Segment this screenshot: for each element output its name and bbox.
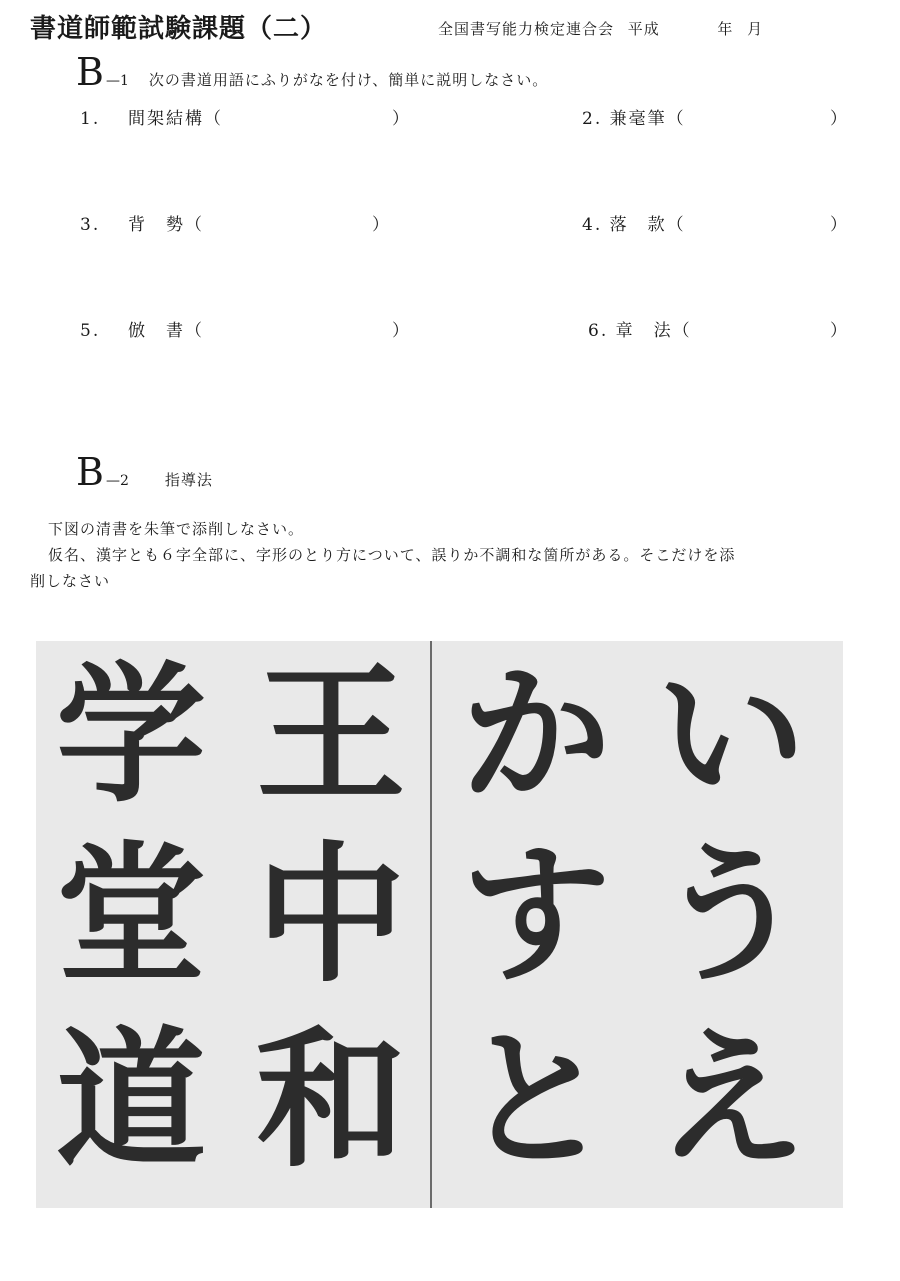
section-b1-heading (76, 50, 548, 94)
section-number: —1 (105, 73, 129, 89)
month-label: 月 (747, 20, 764, 38)
kanji-glyph: 道 (55, 1014, 206, 1188)
term-item: 5. 倣 書（ (80, 321, 204, 341)
term-item: 2. 兼毫筆（ (582, 109, 686, 129)
term-item: 6. 章 法（ (588, 321, 692, 341)
term-item: 4. 落 款（ (582, 215, 686, 235)
era-label: 平成 (627, 20, 660, 38)
kanji-glyph: 和 (255, 1014, 406, 1188)
instruction-line-3: 削しなさい (30, 572, 111, 590)
kana-glyph: と (460, 1014, 611, 1188)
section-number: —2 (105, 473, 129, 489)
instruction-line-2: 仮名、漢字とも６字全部に、字形のとり方について、誤りか不調和な箇所がある。そこだけを添 (48, 546, 736, 564)
term-close-paren: ） (830, 109, 849, 129)
section-letter: B (76, 450, 104, 494)
header-info (438, 18, 771, 39)
panel-divider (430, 641, 432, 1208)
term-close-paren: ） (830, 215, 849, 235)
term-close-paren: ） (392, 109, 411, 129)
term-item: 3. 背 勢（ (80, 215, 204, 235)
term-close-paren: ） (392, 321, 411, 341)
kana-glyph: い (655, 649, 806, 823)
calligraphy-specimen (36, 641, 843, 1208)
kana-glyph: え (655, 1014, 806, 1188)
term-close-paren: ） (372, 215, 391, 235)
kanji-glyph: 堂 (55, 829, 206, 1003)
kanji-glyph: 王 (255, 649, 406, 823)
kana-glyph: う (655, 829, 806, 1003)
section-title: 指導法 (164, 471, 213, 489)
kana-glyph: す (460, 829, 611, 1003)
kanji-glyph: 中 (255, 829, 406, 1003)
instruction-line-1: 下図の清書を朱筆で添削しなさい。 (48, 520, 305, 538)
section-letter: B (76, 50, 104, 94)
organization-name: 全国書写能力検定連合会 (438, 20, 615, 38)
term-item: 1. 間架結構（ (80, 109, 223, 129)
section-instruction: 次の書道用語にふりがなを付け、簡単に説明しなさい。 (148, 71, 549, 89)
section-b2-heading (76, 450, 213, 494)
kana-glyph: か (460, 649, 611, 823)
kanji-glyph: 学 (55, 649, 206, 823)
term-close-paren: ） (830, 321, 849, 341)
page-title: 書道師範試験課題（二） (30, 14, 328, 44)
year-label: 年 (717, 20, 734, 38)
